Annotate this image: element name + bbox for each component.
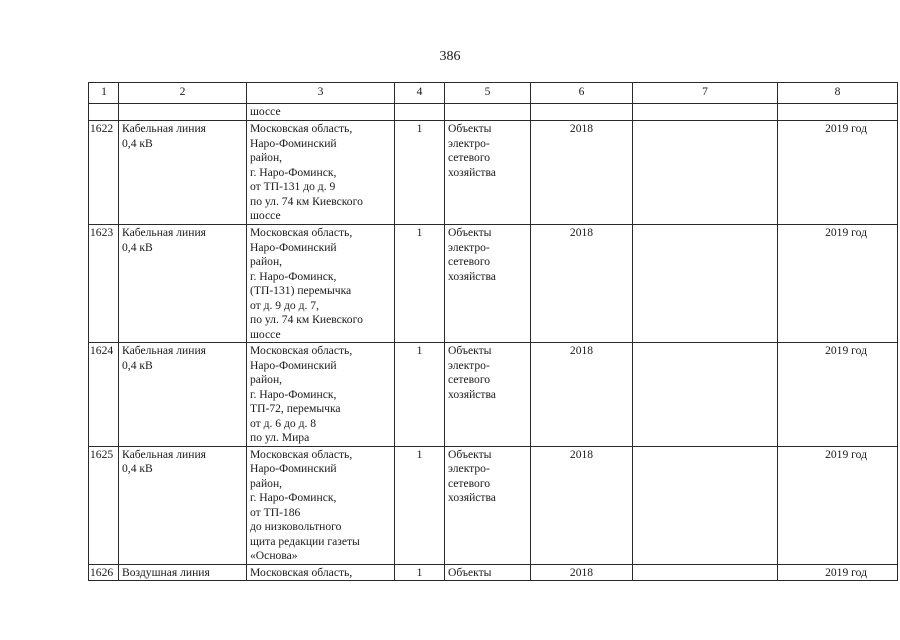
header-cell-7: 7 <box>633 83 778 104</box>
cell-empty <box>633 104 778 121</box>
cell-address: Московская область, Наро-Фоминский район, г. Наро-Фоминск, от ТП-186 до низковольтного щита редакции газеты «Основа» <box>247 446 395 564</box>
page-number: 386 <box>439 49 461 64</box>
table-row <box>89 446 898 564</box>
cell-col7 <box>633 343 778 447</box>
cell-number: 1625 <box>89 446 119 564</box>
cell-year: 2018 <box>531 446 633 564</box>
table-row <box>89 343 898 447</box>
cell-address-continued: шоссе <box>247 104 395 121</box>
header-cell-2: 2 <box>119 83 247 104</box>
cell-year: 2018 <box>531 343 633 447</box>
cell-category: Объекты <box>445 564 531 581</box>
cell-empty <box>89 104 119 121</box>
cell-empty <box>119 104 247 121</box>
cell-quantity: 1 <box>395 225 445 343</box>
table-row <box>89 121 898 225</box>
cell-col7 <box>633 121 778 225</box>
cell-name: Кабельная линия 0,4 кВ <box>119 446 247 564</box>
cell-term: 2019 год <box>778 225 898 343</box>
cell-address: Московская область, Наро-Фоминский район, г. Наро-Фоминск, от ТП-131 до д. 9 по ул. 74 км Киевского шоссе <box>247 121 395 225</box>
table-row <box>89 225 898 343</box>
cell-year: 2018 <box>531 121 633 225</box>
cell-number: 1623 <box>89 225 119 343</box>
cell-term: 2019 год <box>778 564 898 581</box>
cell-empty <box>445 104 531 121</box>
cell-category: Объекты электро- сетевого хозяйства <box>445 121 531 225</box>
cell-name: Кабельная линия 0,4 кВ <box>119 121 247 225</box>
cell-empty <box>395 104 445 121</box>
cell-address: Московская область, <box>247 564 395 581</box>
cell-empty <box>778 104 898 121</box>
cell-term: 2019 год <box>778 343 898 447</box>
cell-term: 2019 год <box>778 121 898 225</box>
header-cell-6: 6 <box>531 83 633 104</box>
cell-category: Объекты электро- сетевого хозяйства <box>445 446 531 564</box>
cell-quantity: 1 <box>395 446 445 564</box>
cell-category: Объекты электро- сетевого хозяйства <box>445 225 531 343</box>
cell-quantity: 1 <box>395 343 445 447</box>
cell-year: 2018 <box>531 564 633 581</box>
cell-name: Кабельная линия 0,4 кВ <box>119 225 247 343</box>
header-cell-8: 8 <box>778 83 898 104</box>
cell-number: 1622 <box>89 121 119 225</box>
cell-address: Московская область, Наро-Фоминский район, г. Наро-Фоминск, ТП-72, перемычка от д. 6 до д. 8 по ул. Мира <box>247 343 395 447</box>
cell-address: Московская область, Наро-Фоминский район, г. Наро-Фоминск, (ТП-131) перемычка от д. 9 до д. 7, по ул. 74 км Киевского шоссе <box>247 225 395 343</box>
cell-name: Кабельная линия 0,4 кВ <box>119 343 247 447</box>
header-cell-3: 3 <box>247 83 395 104</box>
cell-year: 2018 <box>531 225 633 343</box>
continuation-row <box>89 104 898 121</box>
cell-category: Объекты электро- сетевого хозяйства <box>445 343 531 447</box>
cell-col7 <box>633 225 778 343</box>
cell-col7 <box>633 564 778 581</box>
header-cell-4: 4 <box>395 83 445 104</box>
header-cell-1: 1 <box>89 83 119 104</box>
cell-number: 1624 <box>89 343 119 447</box>
cell-number: 1626 <box>89 564 119 581</box>
table-header-row <box>89 83 898 104</box>
objects-table <box>88 82 898 581</box>
cell-quantity: 1 <box>395 564 445 581</box>
cell-quantity: 1 <box>395 121 445 225</box>
header-cell-5: 5 <box>445 83 531 104</box>
cell-term: 2019 год <box>778 446 898 564</box>
cell-col7 <box>633 446 778 564</box>
table-row <box>89 564 898 581</box>
cell-empty <box>531 104 633 121</box>
cell-name: Воздушная линия <box>119 564 247 581</box>
